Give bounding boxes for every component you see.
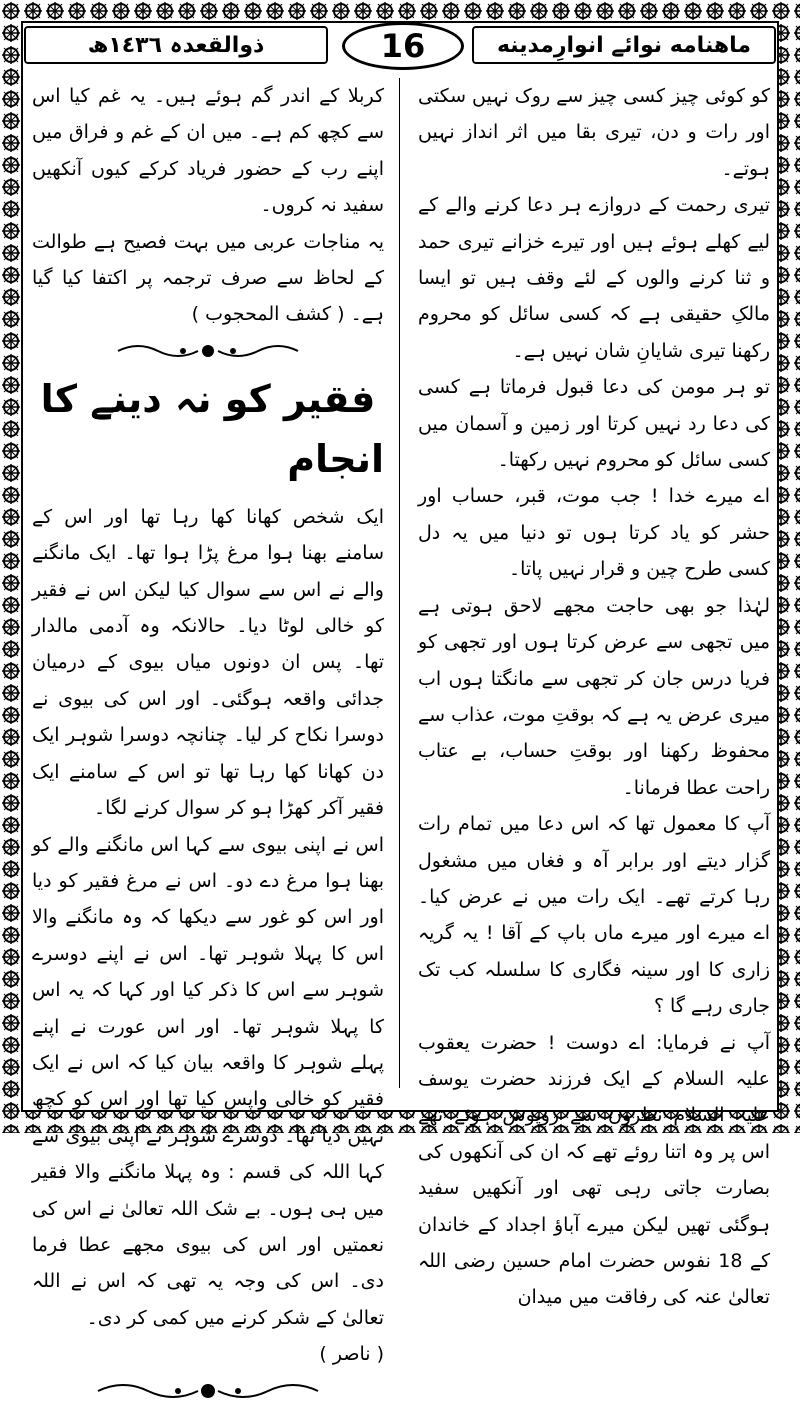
paragraph: تو ہر مومن کی دعا قبول فرماتا ہے کسی کی دعا رد نہیں کرتا اور زمین و آسمان میں کسی سائل کو محروم نہیں رکھتا۔ — [418, 376, 770, 472]
article-title: فقیر کو نہ دینے کا انجام — [40, 376, 384, 481]
paragraph: تیری رحمت کے دروازے ہر دعا کرنے والے کے لیے کھلے ہوئے ہیں اور تیرے خزانے تیری حمد و ثنا کرنے والوں کے لئے وقف ہیں تو ایسا مالکِ حقیقی ہے کہ کسی سائل کو محروم رکھنا تیری شایانِ شان نہیں ہے۔ — [418, 194, 770, 362]
left-column — [32, 78, 384, 1410]
paragraph: لہٰذا جو بھی حاجت مجھے لاحق ہوتی ہے میں تجھی سے عرض کرتا ہوں اور تجھی کو فریا درس جان کر تجھی سے مانگتا ہوں اب میری عرض یہ ہے کہ بوقتِ موت، عذاب سے محفوظ رکھنا اور بوقتِ حساب، بے عتاب راحت عطا فرمانا۔ — [418, 594, 770, 799]
paragraph: اس نے اپنی بیوی سے کہا اس مانگنے والے کو بھنا ہوا مرغ دے دو۔ اس نے مرغ فقیر کو دیا اور اس کو غور سے دیکھا کہ وہ مانگنے والا اس کا پہلا شوہر تھا۔ اس نے اپنے دوسرے شوہر سے اس کا ذکر کیا اور کہا کہ یہ اس کا پہلا شوہر تھا۔ اور اس عورت نے اپنے پہلے شوہر کا واقعہ بیان کیا کہ اس نے ایک فقیر کو خالی واپس کیا تھا اور اس کو کچھ نہیں دیا تھا۔ دوسرے شوہر نے اپنی بیوی سے کہا اللہ کی قسم : وہ پہلا مانگنے والا فقیر میں ہی ہوں۔ بے شک اللہ تعالیٰ نے اس کی نعمتیں اور اس کی بیوی مجھے عطا فرما دی۔ اس کی وجہ یہ تھی کہ اس نے اللہ تعالیٰ کے شکر کرنے میں کمی کر دی۔ — [32, 833, 384, 1329]
paragraph: کو کوئی چیز کسی چیز سے روک نہیں سکتی اور رات و دن، تیری بقا میں اثر انداز نہیں ہوتے۔ — [418, 85, 770, 180]
paragraph: یہ مناجات عربی میں بہت فصیح ہے طوالت کے لحاظ سے صرف ترجمہ پر اکتفا کیا گیا ہے۔ ( کشف المحجوب ) — [32, 230, 384, 326]
paragraph: ایک شخص کھانا کھا رہا تھا اور اس کے سامنے بھنا ہوا مرغ پڑا ہوا تھا۔ ایک مانگنے والے نے اس سے سوال کیا لیکن اس نے فقیر کو خالی لوٹا دیا۔ حالانکہ وہ آدمی مالدار تھا۔ پس ان دونوں میاں بیوی کے درمیان جدائی واقعہ ہوگئی۔ اور اس کی بیوی نے دوسرا نکاح کر لیا۔ چنانچہ دوسرا شوہر ایک دن کھانا کھا رہا تھا تو اس کے سامنے ایک فقیر آکر کھڑا ہو کر سوال کرنے لگا۔ — [32, 505, 384, 820]
paragraph: آپ کا معمول تھا کہ اس دعا میں تمام رات گزار دیتے اور برابر آہ و فغاں میں مشغول رہا کرتے تھے۔ ایک رات میں نے عرض کیا۔ اے میرے اور میرے ماں باپ کے آقا ! یہ گریہ زاری کا اور سینہ فگاری کا سلسلہ کب تک جاری رہے گا ؟ — [418, 813, 770, 1018]
magazine-title: ماهنامه نوائے انوارِمدینه — [472, 26, 776, 64]
page-header — [24, 22, 776, 68]
paragraph: آپ نے فرمایا: اے دوست ! حضرت یعقوب علیہ السلام کے ایک فرزند حضرت یوسف علیہ السلام نظروں سے روپوش ہوئے تھے اس پر وہ اتنا روئے تھے کہ ان کی آنکھوں کی بصارت جاتی رہی تھی اور آنکھیں سفید ہوگئی تھیں لیکن میرے آباؤ اجداد کے خاندان کے 18 نفوس حضرت امام حسین رضی اللہ تعالیٰ عنہ کی رفاقت میں میدان — [418, 1031, 771, 1309]
right-column — [418, 78, 770, 1316]
floral-divider-icon — [113, 339, 303, 363]
author-credit: ( ناصر ) — [319, 1343, 384, 1366]
paragraph: اے میرے خدا ! جب موت، قبر، حساب اور حشر کو یاد کرتا ہوں تو دنیا میں یہ دل کسی طرح چین و قرار نہیں پاتا۔ — [418, 485, 770, 581]
column-divider — [399, 78, 400, 1088]
issue-date: ذوالقعدہ ١٤٣٦ھ — [24, 26, 328, 64]
paragraph: کربلا کے اندر گم ہوئے ہیں۔ یہ غم کیا اس سے کچھ کم ہے۔ میں ان کے غم و فراق میں اپنے رب کے حضور فریاد کرکے کیوں آنکھیں سفید نہ کروں۔ — [32, 85, 384, 217]
floral-divider-icon — [93, 1378, 323, 1404]
page-number: 16 — [342, 22, 464, 70]
